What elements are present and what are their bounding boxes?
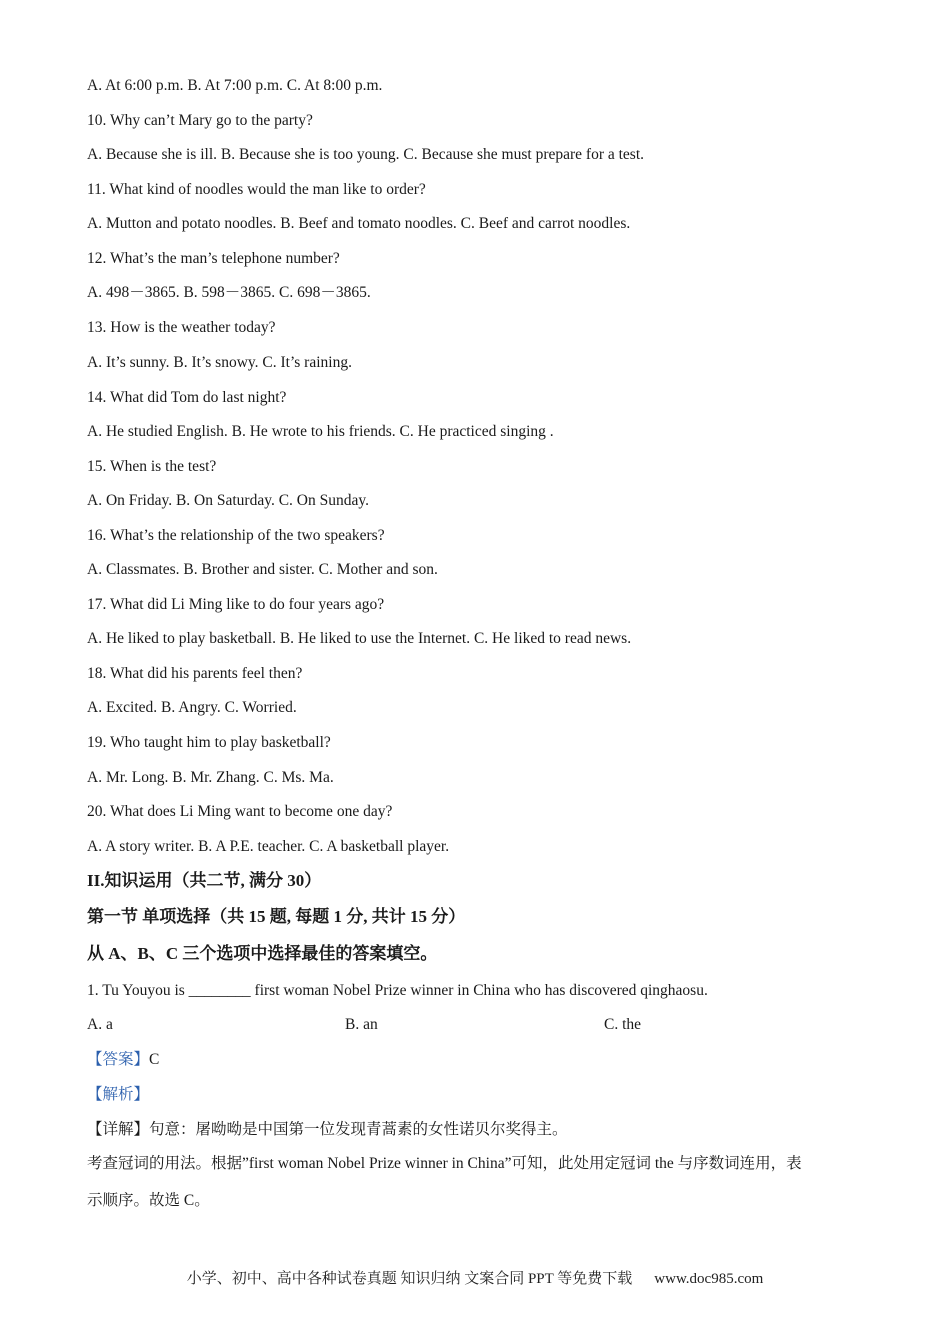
section-title: II.知识运用（共二节, 满分 30） (87, 871, 322, 890)
answer-line (87, 1050, 159, 1070)
q13-options: A. It’s sunny. B. It’s snowy. C. It’s raining. (87, 354, 352, 371)
q10-options: A. Because she is ill. B. Because she is too young. C. Because she must prepare for a test. (87, 146, 645, 163)
q15-options: A. On Friday. B. On Saturday. C. On Sunday. (87, 492, 369, 509)
q10-question: 10. Why can’t Mary go to the party? (87, 112, 313, 129)
option-c: C. the (604, 1016, 642, 1033)
grammar-q1-options (87, 1015, 787, 1035)
q17-options: A. He liked to play basketball. B. He liked to use the Internet. C. He liked to read news. (87, 630, 632, 647)
section-instruction: 从 A、B、C 三个选项中选择最佳的答案填空。 (87, 944, 438, 963)
grammar-q1-stem: 1. Tu Youyou is ________ first woman Nobel Prize winner in China who has discovered qinghaosu. (87, 982, 708, 999)
q17-question: 17. What did Li Ming like to do four years ago? (87, 596, 385, 613)
part-title: 第一节 单项选择（共 15 题, 每题 1 分, 共计 15 分） (87, 907, 466, 926)
footer-text: 小学、初中、高中各种试卷真题 知识归纳 文案合同 PPT 等免费下载 (186, 1271, 633, 1287)
q18-options: A. Excited. B. Angry. C. Worried. (87, 699, 297, 716)
detail-text: 句意：屠呦呦是中国第一位发现青蒿素的女性诺贝尔奖得主。 (149, 1121, 568, 1138)
answer-value: C (149, 1051, 160, 1068)
q13-question: 13. How is the weather today? (87, 319, 276, 336)
q14-question: 14. What did Tom do last night? (87, 389, 287, 406)
footer-site-link[interactable]: www.doc985.com (654, 1271, 764, 1287)
q12-options: A. 498－3865. B. 598－3865. C. 698－3865. (87, 284, 371, 301)
q12-question: 12. What’s the man’s telephone number? (87, 250, 340, 267)
option-a: A. a (87, 1016, 113, 1033)
answer-label: 【答案】 (87, 1051, 150, 1068)
analysis-line (87, 1085, 149, 1105)
q16-options: A. Classmates. B. Brother and sister. C. Mother and son. (87, 561, 438, 578)
page-footer (0, 1268, 950, 1290)
q18-question: 18. What did his parents feel then? (87, 665, 303, 682)
detail-label: 【详解】 (87, 1121, 150, 1138)
detail-line (87, 1120, 568, 1140)
q19-question: 19. Who taught him to play basketball? (87, 734, 331, 751)
q9-options: A. At 6:00 p.m. B. At 7:00 p.m. C. At 8:00 p.m. (87, 77, 383, 94)
q16-question: 16. What’s the relationship of the two speakers? (87, 527, 385, 544)
q20-options: A. A story writer. B. A P.E. teacher. C. A basketball player. (87, 838, 450, 855)
option-b: B. an (345, 1016, 378, 1033)
q19-options: A. Mr. Long. B. Mr. Zhang. C. Ms. Ma. (87, 769, 334, 786)
q14-options: A. He studied English. B. He wrote to his friends. C. He practiced singing . (87, 423, 554, 440)
analysis-label: 【解析】 (87, 1086, 150, 1103)
q20-question: 20. What does Li Ming want to become one day? (87, 803, 393, 820)
explanation-line-2: 示顺序。故选 C。 (87, 1192, 210, 1209)
q11-options: A. Mutton and potato noodles. B. Beef and tomato noodles. C. Beef and carrot noodles. (87, 215, 631, 232)
q15-question: 15. When is the test? (87, 458, 217, 475)
q11-question: 11. What kind of noodles would the man like to order? (87, 181, 426, 198)
explanation-line-1: 考查冠词的用法。根据”first woman Nobel Prize winner in China”可知，此处用定冠词 the 与序数词连用，表 (87, 1155, 802, 1172)
